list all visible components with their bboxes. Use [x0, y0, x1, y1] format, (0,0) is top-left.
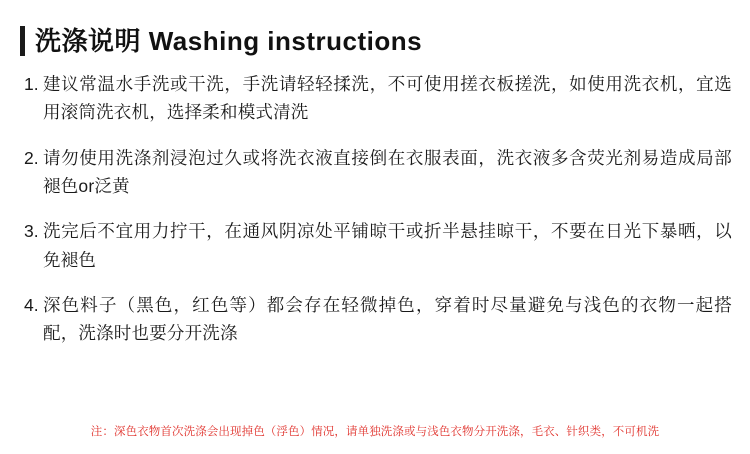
list-item-number: 3.	[24, 221, 39, 242]
list-item-text: 建议常温水手洗或干洗，手洗请轻轻揉洗，不可使用搓衣板搓洗，如使用洗衣机，宜选用滚筒洗衣机，选择柔和模式清洗	[43, 74, 732, 123]
list-item-number: 1.	[24, 74, 39, 94]
list-item-number: 4.	[24, 295, 39, 316]
list-item	[24, 291, 732, 348]
list-item-text: 请勿使用洗涤剂浸泡过久或将洗衣液直接倒在衣服表面，洗衣液多含荧光剂易造成局部褪色or泛黄	[43, 147, 732, 197]
list-item-text: 洗完后不宜用力拧干，在通风阴凉处平铺晾干或折半悬挂晾干，不要在日光下暴晒，以免褪色	[43, 221, 732, 270]
warning-footnote: 注：深色衣物首次洗涤会出现掉色（浮色）情况，请单独洗涤或与浅色衣物分开洗涤，毛衣、针织类，不可机洗	[90, 425, 660, 438]
list-item-text: 深色料子（黑色，红色等）都会存在轻微掉色，穿着时尽量避免与浅色的衣物一起搭配，洗涤时也要分开洗涤	[43, 295, 732, 344]
instruction-list	[24, 70, 732, 348]
list-item	[24, 70, 732, 127]
list-item-number: 2.	[24, 147, 39, 168]
title-accent-bar	[20, 26, 25, 56]
title-text: 洗涤说明 Washing instructions	[35, 25, 423, 56]
page-title	[20, 26, 732, 56]
list-item	[24, 217, 732, 274]
list-item	[24, 144, 732, 201]
